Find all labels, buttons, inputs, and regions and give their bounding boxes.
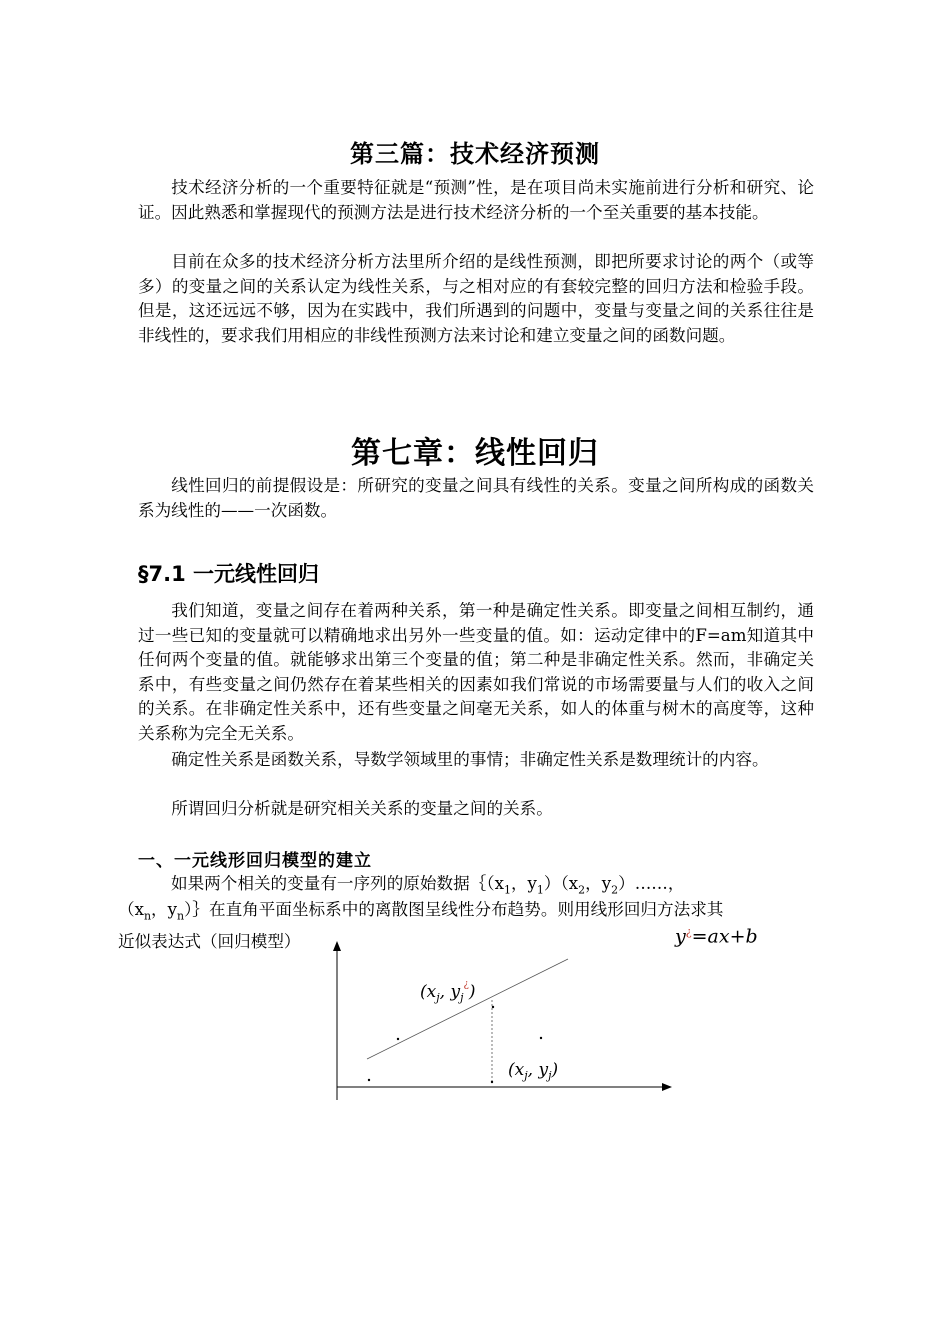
subsection-title: 一、一元线形回归模型的建立: [138, 851, 372, 871]
data-point: [540, 1037, 542, 1039]
intro-paragraph-1: 技术经济分析的一个重要特征就是“预测”性，是在项目尚未实施前进行分析和研究、论证。因此熟悉和掌握现代的预测方法是进行技术经济分析的一个至关重要的基本技能。: [138, 178, 814, 222]
fitted-point-label: ($x_j$, $y_j^¿$): [420, 979, 476, 1004]
scatter-regression-figure: [300, 935, 680, 1105]
subscript: 1: [536, 883, 544, 897]
x-axis-arrow: [662, 1083, 672, 1091]
data-point: [491, 1081, 493, 1083]
regression-line: [367, 959, 568, 1059]
subscript: n: [177, 909, 185, 923]
subsection-line-3: 近似表达式（回归模型）: [118, 932, 301, 951]
text-fragment: ）（x: [543, 874, 579, 893]
subscript: 2: [578, 883, 586, 897]
formula-y: y: [675, 925, 686, 948]
section-paragraph-1: 我们知道，变量之间存在着两种关系，第一种是确定性关系。即变量之间相互制约，通过一些已知的变量就可以精确地求出另外一些变量的值。如：运动定律中的F=am知道其中任何两个变量的值。就能够求出第三个变量的值；第二种是非确定性关系。然而，非确定关系中，有些变量之间仍然存在着某些相关的因素如我们常说的市场需要量与人们的收入之间的关系。在非确定性关系中，还有些变量之间毫无关系，如人的体重与树木的高度等，这种关系称为完全无关系。: [138, 601, 814, 743]
part-title: 第三篇：技术经济预测: [350, 140, 600, 168]
y-axis-arrow: [333, 941, 341, 951]
text-fragment: （x: [118, 900, 144, 919]
section-paragraph-3: 所谓回归分析就是研究相关关系的变量之间的关系。: [171, 799, 553, 818]
subscript: 2: [611, 883, 619, 897]
text-fragment: ，y: [151, 900, 178, 919]
text-fragment: ）……，: [618, 874, 685, 893]
subscript: n: [143, 909, 152, 923]
subscript: 1: [503, 883, 511, 897]
subsection-line-2: [118, 898, 723, 928]
text-fragment: ，y: [510, 874, 537, 893]
formula-mark: ¿: [685, 925, 692, 938]
text-fragment: 如果两个相关的变量有一序列的原始数据｛（x: [171, 874, 504, 893]
actual-point-label: ($x_j$, $y_j$): [508, 1060, 559, 1082]
data-point: [368, 1079, 370, 1081]
text-fragment: ，y: [585, 874, 612, 893]
regression-formula: [675, 925, 758, 947]
data-point: [492, 1006, 494, 1008]
data-point: [397, 1038, 399, 1040]
chapter-title: 第七章：线性回归: [351, 436, 599, 471]
text-fragment: ）｝在直角平面坐标系中的离散图呈线性分布趋势。则用线形回归方法求其: [184, 900, 724, 919]
section-title: §7.1 一元线性回归: [138, 562, 320, 586]
section-paragraph-2: 确定性关系是函数关系，导数学领域里的事情；非确定性关系是数理统计的内容。: [171, 750, 769, 769]
chapter-paragraph-1: 线性回归的前提假设是：所研究的变量之间具有线性的关系。变量之间所构成的函数关系为线性的——一次函数。: [138, 476, 814, 520]
formula-rest: =ax+b: [691, 925, 758, 948]
intro-paragraph-2: 目前在众多的技术经济分析方法里所介绍的是线性预测，即把所要求讨论的两个（或等多）的变量之间的关系认定为线性关系，与之相对应的有套较完整的回归方法和检验手段。但是，这还远远不够，因为在实践中，我们所遇到的问题中，变量与变量之间的关系往往是非线性的，要求我们用相应的非线性预测方法来讨论和建立变量之间的函数问题。: [138, 252, 814, 345]
